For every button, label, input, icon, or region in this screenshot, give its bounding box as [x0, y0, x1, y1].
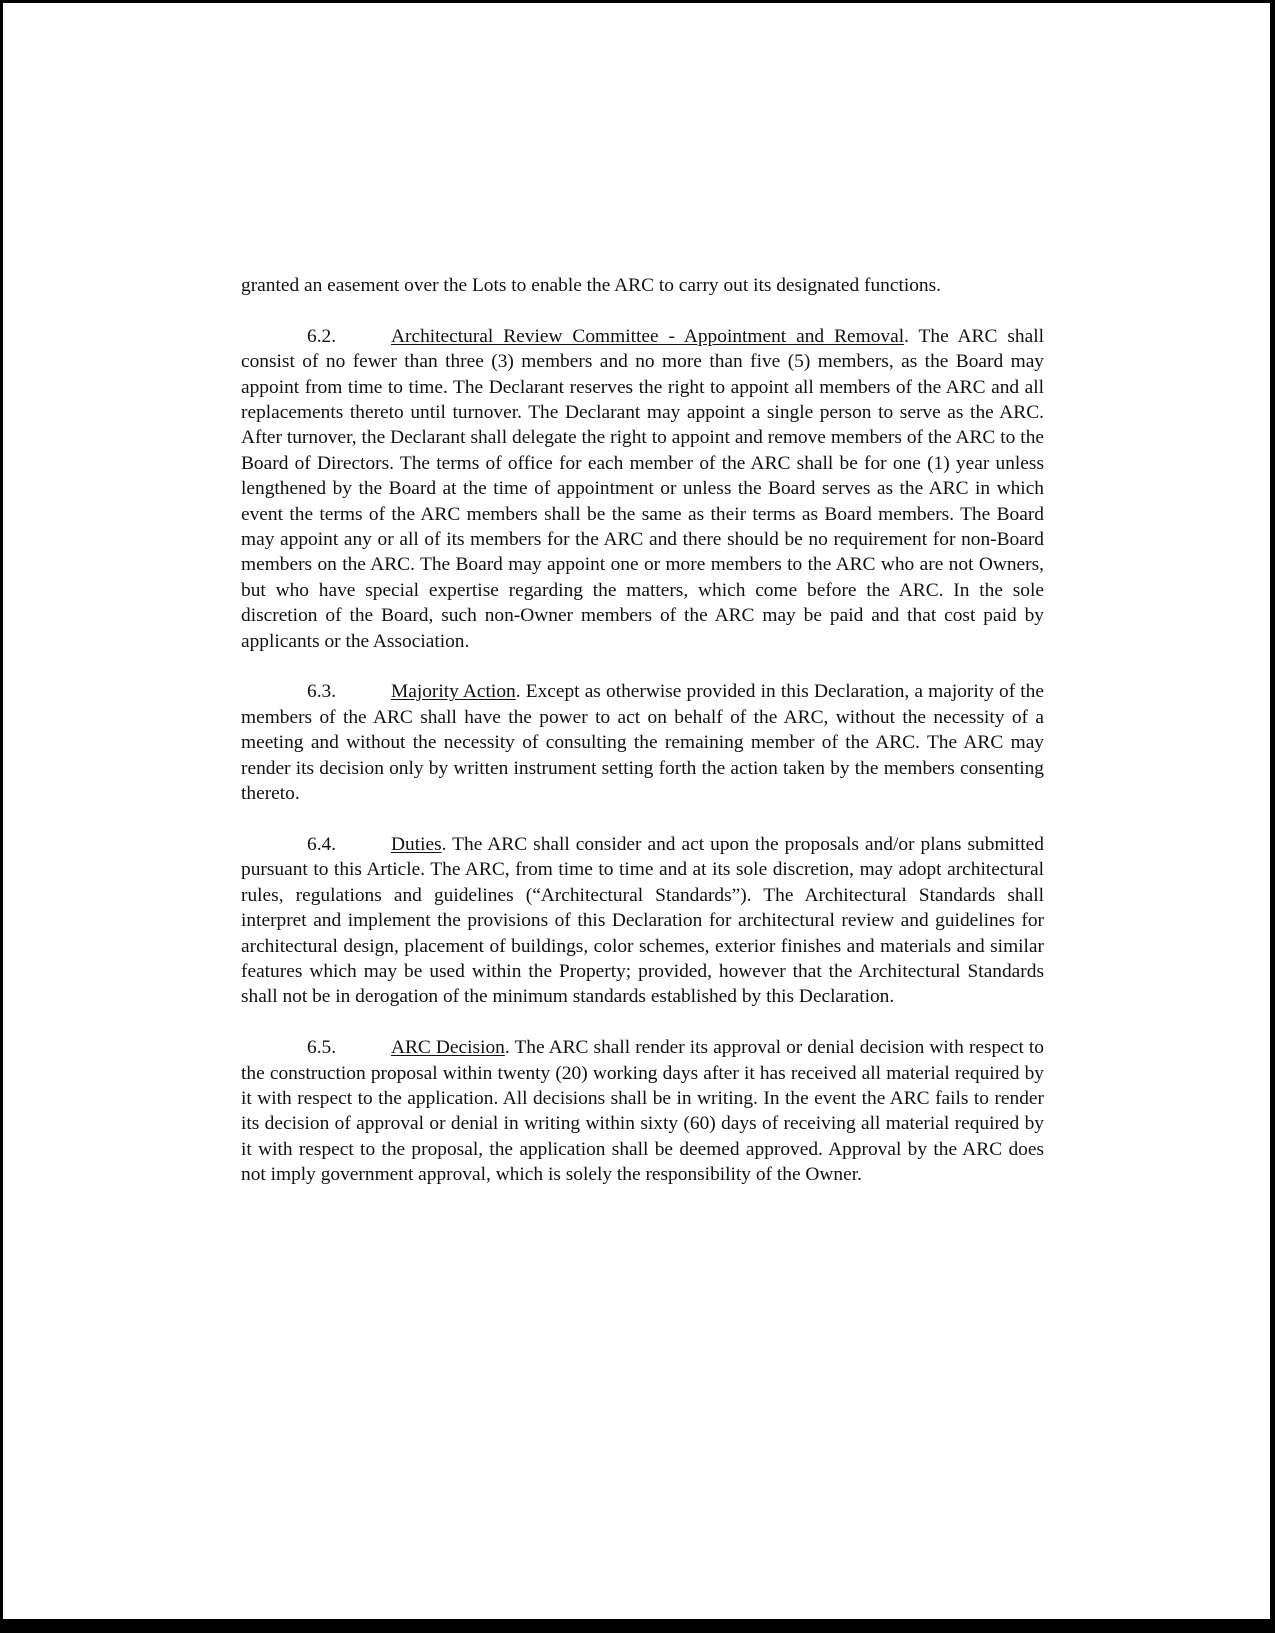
section-heading: Duties: [391, 833, 442, 855]
heading-punct: .: [441, 833, 447, 855]
intro-paragraph: [241, 273, 1044, 298]
heading-punct: .: [515, 681, 521, 703]
section-number: 6.5.: [307, 1037, 337, 1059]
intro-text: granted an easement over the Lots to enable the ARC to carry out its designated functions.: [241, 275, 942, 296]
section-body: The ARC shall consist of no fewer than three (3) members and no more than five (5) members, as the Board may appoint from time to time. The Declarant reserves the right to appoint all members of the ARC and all replacements thereto until turnover. The Declarant may appoint a single person to serve as the ARC. After turnover, the Declarant shall delegate the right to appoint and remove members of the ARC to the Board of Directors. The terms of office for each member of the ARC shall be for one (1) year unless lengthened by the Board at the time of appointment or unless the Board serves as the ARC in which event the terms of the ARC members shall be the same as their terms as Board members. The Board may appoint any or all of its members for the ARC and there should be no requirement for non-Board members on the ARC. The Board may appoint one or more members to the ARC who are not Owners, but who have special expertise regarding the matters, which come before the ARC. In the sole discretion of the Board, such non-Owner members of the ARC may be paid and that cost paid by applicants or the Association.: [241, 325, 1044, 652]
section-number: 6.2.: [307, 325, 337, 347]
section-heading: Architectural Review Committee - Appointment and Removal: [391, 325, 905, 347]
section-heading: ARC Decision: [391, 1037, 505, 1059]
section-6-4: [241, 832, 1044, 1010]
section-body: Except as otherwise provided in this Declaration, a majority of the members of the ARC shall have the power to act on behalf of the ARC, without the necessity of a meeting and without the necessity of consulting the remaining member of the ARC. The ARC may render its decision only by written instrument setting forth the action taken by the members consenting thereto.: [241, 681, 1044, 805]
document-body: [241, 273, 1044, 1213]
section-6-3: [241, 679, 1044, 806]
scan-border-left: [0, 0, 3, 1633]
section-body: The ARC shall consider and act upon the proposals and/or plans submitted pursuant to this Article. The ARC, from time to time and at its sole discretion, may adopt architectural rules, regulations and guidelines (“Architectural Standards”). The Architectural Standards shall interpret and implement the provisions of this Declaration for architectural review and guidelines for architectural design, placement of buildings, color schemes, exterior finishes and materials and similar features which may be used within the Property; provided, however that the Architectural Standards shall not be in derogation of the minimum standards established by this Declaration.: [241, 833, 1044, 1008]
section-6-5: [241, 1035, 1044, 1187]
heading-punct: .: [504, 1037, 510, 1059]
scan-border-top: [0, 0, 1275, 3]
section-6-2: [241, 324, 1044, 654]
section-body: The ARC shall render its approval or denial decision with respect to the construction proposal within twenty (20) working days after it has received all material required by it with respect to the application. All decisions shall be in writing. In the event the ARC fails to render its decision of approval or denial in writing within sixty (60) days of receiving all material required by it with respect to the proposal, the application shall be deemed approved. Approval by the ARC does not imply government approval, which is solely the responsibility of the Owner.: [241, 1037, 1044, 1186]
heading-punct: .: [904, 325, 909, 347]
section-heading: Majority Action: [391, 681, 516, 703]
section-number: 6.3.: [307, 681, 337, 703]
scan-border-bottom: [0, 1619, 1275, 1633]
section-number: 6.4.: [307, 833, 337, 855]
scan-border-right: [1270, 0, 1275, 1633]
